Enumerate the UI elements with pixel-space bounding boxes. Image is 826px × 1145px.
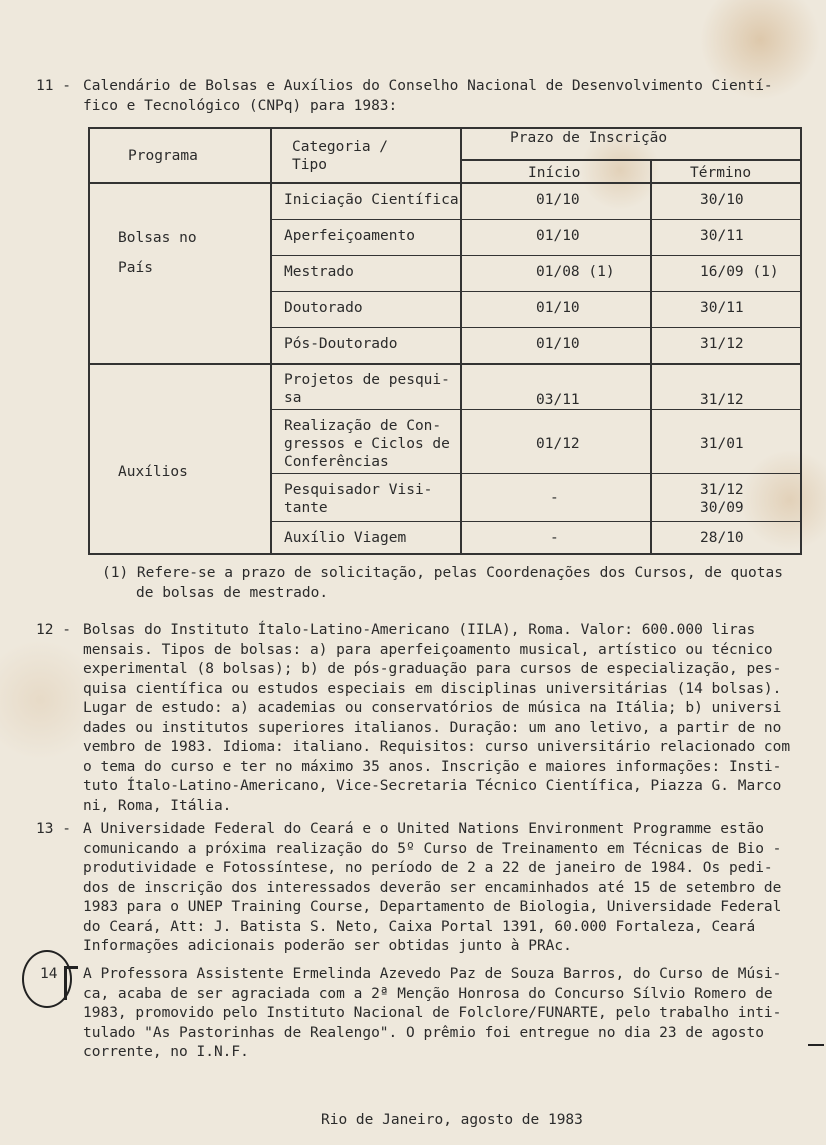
row-inicio: 01/08 (1) xyxy=(536,264,615,280)
item-13-line: comunicando a próxima realização do 5º Curso de Treinamento em Técnicas de Bio - xyxy=(83,840,782,857)
item-12-line: Bolsas do Instituto Ítalo-Latino-Americano (IILA), Roma. Valor: 600.000 liras xyxy=(83,622,756,638)
row-tipo: Pós-Doutorado xyxy=(284,336,398,352)
row-tipo: Auxílio Viagem xyxy=(284,530,407,546)
item-13-line: dos de inscrição dos interessados deverão ser encaminhados até 15 de setembro de xyxy=(83,879,782,896)
header-tipo: Tipo xyxy=(292,157,327,173)
row-inicio: 01/12 xyxy=(536,436,580,452)
row-termino: 31/12 xyxy=(700,482,744,498)
item-12-number: 12 - xyxy=(36,622,71,638)
item-12-line: ni, Roma, Itália. xyxy=(83,797,232,814)
item-12-line: mensais. Tipos de bolsas: a) para aperfeiçoamento musical, artístico ou técnico xyxy=(83,641,773,658)
header-inicio: Início xyxy=(528,165,581,181)
row-termino: 31/01 xyxy=(700,436,744,452)
footer-place-date: Rio de Janeiro, agosto de 1983 xyxy=(321,1112,583,1128)
item-12-line: tuto Ítalo-Latino-Americano, Vice-Secretaria Técnico Científica, Piazza G. Marco xyxy=(83,778,782,794)
header-programa: Programa xyxy=(128,148,198,164)
item-14-line: corrente, no I.N.F. xyxy=(83,1044,249,1060)
item-14-line: 1983, promovido pelo Instituto Nacional de Folclore/FUNARTE, pelo trabalho inti- xyxy=(83,1005,782,1021)
item-13-line: 1983 para o UNEP Training Course, Departamento de Biologia, Universidade Federal xyxy=(83,899,782,915)
group-bolsas-line1: Bolsas no xyxy=(118,230,197,246)
margin-dash-mark xyxy=(808,1044,824,1046)
row-tipo: tante xyxy=(284,500,328,516)
item-11-line: fico e Tecnológico (CNPq) para 1983: xyxy=(83,97,398,114)
row-termino: 16/09 (1) xyxy=(700,264,779,280)
item-14-line: A Professora Assistente Ermelinda Azevedo Paz de Souza Barros, do Curso de Músi- xyxy=(83,966,782,982)
item-11-number: 11 - xyxy=(36,78,71,94)
item-12-line: dades ou institutos superiores italianos. Duração: um ano letivo, a partir de no xyxy=(83,719,782,736)
item-12-line: Lugar de estudo: a) academias ou conservatórios de música na Itália; b) universi xyxy=(83,700,782,716)
row-tipo: Pesquisador Visi- xyxy=(284,482,433,498)
row-inicio: - xyxy=(550,530,559,546)
row-termino: 28/10 xyxy=(700,530,744,546)
item-13-line: produtividade e Fotossíntese, no período de 2 a 22 de janeiro de 1984. Os pedi- xyxy=(83,860,773,876)
row-termino: 30/10 xyxy=(700,192,744,208)
row-termino: 30/11 xyxy=(700,228,744,244)
group-bolsas-line2: País xyxy=(118,260,153,276)
row-termino: 30/11 xyxy=(700,300,744,316)
footnote-line: de bolsas de mestrado. xyxy=(136,584,329,601)
item-14-line: tulado "As Pastorinhas de Realengo". O prêmio foi entregue no dia 23 de agosto xyxy=(83,1024,764,1041)
row-inicio: 03/11 xyxy=(536,392,580,408)
row-inicio: 01/10 xyxy=(536,192,580,208)
row-inicio: - xyxy=(550,490,559,506)
footnote xyxy=(102,564,826,603)
item-14-number: 14 xyxy=(40,966,58,982)
item-12-line: o tema do curso e ter no máximo 35 anos. Inscrição e maiores informações: Insti- xyxy=(83,758,782,775)
item-13-line: Informações adicionais poderão ser obtidas junto à PRAc. xyxy=(83,938,572,954)
header-categoria: Categoria / xyxy=(292,139,389,155)
handwritten-bracket-mark xyxy=(64,966,78,969)
group-auxilios: Auxílios xyxy=(118,464,188,480)
item-13-number: 13 - xyxy=(36,821,71,837)
handwritten-bracket-mark xyxy=(64,968,67,1000)
item-12-line: vembro de 1983. Idioma: italiano. Requisitos: curso universitário relacionado com xyxy=(83,739,791,755)
row-tipo: Conferências xyxy=(284,454,389,470)
row-tipo: Projetos de pesqui- xyxy=(284,372,450,388)
row-termino: 31/12 xyxy=(700,336,744,352)
row-tipo: sa xyxy=(284,390,302,406)
row-termino: 30/09 xyxy=(700,500,744,516)
row-tipo: Doutorado xyxy=(284,300,363,316)
item-13-line: A Universidade Federal do Ceará e o United Nations Environment Programme estão xyxy=(83,821,764,837)
item-13-line: do Ceará, Att: J. Batista S. Neto, Caixa Portal 1391, 60.000 Fortaleza, Ceará xyxy=(83,918,756,935)
footnote-line: (1) Refere-se a prazo de solicitação, pelas Coordenações dos Cursos, de quotas xyxy=(102,565,783,581)
row-tipo: Iniciação Científica xyxy=(284,192,459,208)
item-14-text xyxy=(83,965,813,1063)
item-11-line: Calendário de Bolsas e Auxílios do Conselho Nacional de Desenvolvimento Cientí- xyxy=(83,78,773,94)
item-12-line: quisa científica ou estudos especiais em disciplinas universitárias (14 bolsas). xyxy=(83,680,782,697)
row-tipo: Realização de Con- xyxy=(284,418,442,434)
item-11-text xyxy=(83,77,813,116)
header-termino: Término xyxy=(690,165,752,181)
item-14-line: ca, acaba de ser agraciada com a 2ª Menção Honrosa do Concurso Sílvio Romero de xyxy=(83,985,773,1002)
row-inicio: 01/10 xyxy=(536,300,580,316)
header-prazo: Prazo de Inscrição xyxy=(510,130,668,146)
row-tipo: Mestrado xyxy=(284,264,354,280)
row-tipo: gressos e Ciclos de xyxy=(284,436,450,452)
item-13-text xyxy=(83,820,813,957)
item-12-text xyxy=(83,621,813,816)
row-inicio: 01/10 xyxy=(536,336,580,352)
item-12-line: experimental (8 bolsas); b) de pós-graduação para cursos de especialização, pes- xyxy=(83,661,782,677)
row-tipo: Aperfeiçoamento xyxy=(284,228,415,244)
row-inicio: 01/10 xyxy=(536,228,580,244)
row-termino: 31/12 xyxy=(700,392,744,408)
scholarship-calendar-table xyxy=(88,127,802,555)
